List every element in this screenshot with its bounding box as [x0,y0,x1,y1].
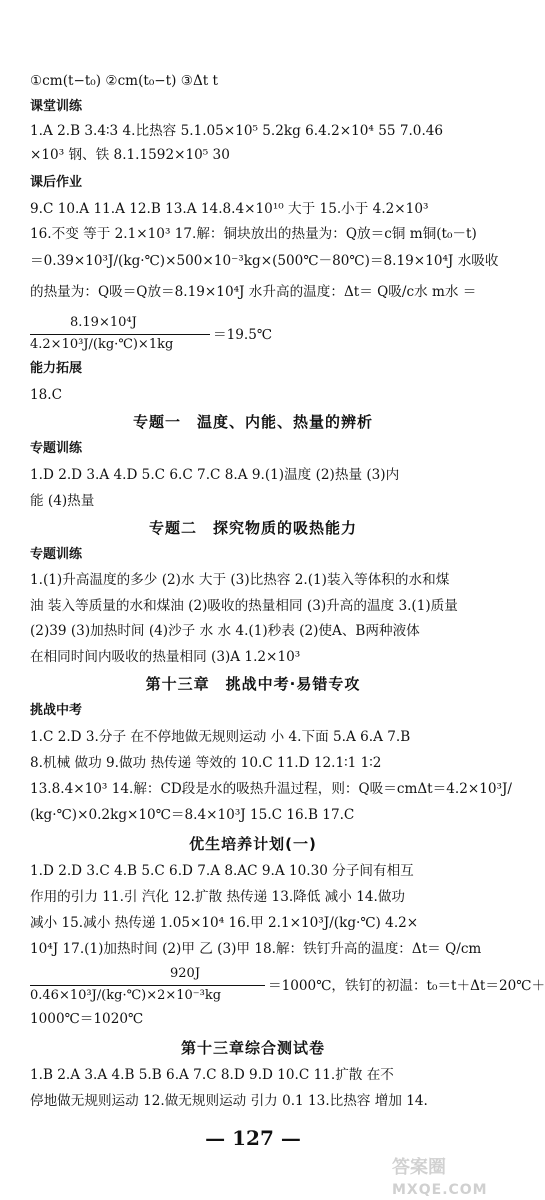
section-heading: 课后作业 [30,175,83,190]
text-line: 作用的引力 11.引 汽化 12.扩散 热传递 13.降低 减小 14.做功 [30,889,406,905]
fraction-denominator: 0.46×10³J/(kg·℃)×2×10⁻³kg [30,988,222,1003]
text-line: 油 装入等质量的水和煤油 (2)吸收的热量相同 (3)升高的温度 3.(1)质量 [30,598,458,614]
text-line: 1.D 2.D 3.A 4.D 5.C 6.C 7.C 8.A 9.(1)温度 (2)热量 (3)内 [30,467,400,483]
text-line: 16.不变 等于 2.1×10³ 17.解：铜块放出的热量为：Q放＝c铜 m铜(t₀－t) [30,226,477,242]
text-line: 1.(1)升高温度的多少 (2)水 大于 (3)比热容 2.(1)装入等体积的水和煤 [30,572,450,588]
text-line: 1.D 2.D 3.C 4.B 5.C 6.D 7.A 8.AC 9.A 10.30 分子间有相互 [30,863,414,879]
text-line: 10⁴J 17.(1)加热时间 (2)甲 乙 (3)甲 18.解：铁钉升高的温度：Δt＝ Q/cm [30,941,482,957]
section-heading: 能力拓展 [30,361,83,376]
fraction-numerator: 8.19×10⁴J [70,315,137,330]
text-line: 减小 15.减小 热传递 1.05×10⁴ 16.甲 2.1×10³J/(kg·℃) 4.2× [30,915,419,931]
fraction-result: ＝1000℃，铁钉的初温：t₀＝t＋Δt＝20℃＋ [268,978,545,994]
fraction-bar [30,985,265,986]
text-line: 1000℃＝1020℃ [30,1011,144,1027]
fraction-formula [30,966,545,1006]
text-line: 13.8.4×10³ 14.解：CD段是水的吸热升温过程，则：Q吸＝cmΔt＝4.2×10³J/ [30,781,513,797]
text-line: 9.C 10.A 11.A 12.B 13.A 14.8.4×10¹⁰ 大于 15.小于 4.2×10³ [30,201,429,217]
text-line: ×10³ 钢、铁 8.1.1592×10⁵ 30 [30,147,230,163]
text-line: ＝0.39×10³J/(kg·℃)×500×10⁻³kg×(500℃－80℃)＝8.19×10⁴J 水吸收 [30,253,499,269]
watermark-logo: 答案圈 [392,1157,446,1178]
fraction-numerator: 920J [170,966,201,981]
text-line: 停地做无规则运动 12.做无规则运动 引力 0.1 13.比热容 增加 14. [30,1093,428,1109]
page-number: — 127 — [205,1126,301,1150]
section-heading: 课堂训练 [30,99,83,114]
fraction-denominator: 4.2×10³J/(kg·℃)×1kg [30,337,174,352]
fraction-formula [30,315,290,355]
section-heading: 专题训练 [30,441,83,456]
chapter-title: 专题一 温度、内能、热量的辨析 [132,413,373,431]
chapter-title: 优生培养计划(一) [189,835,317,853]
text-line: (2)39 (3)加热时间 (4)沙子 水 水 4.(1)秒表 (2)使A、B两种液体 [30,623,420,639]
text-line: ①cm(t−t₀) ②cm(t₀−t) ③Δt t [30,73,219,89]
chapter-title: 第十三章综合测试卷 [180,1039,325,1057]
section-heading: 挑战中考 [30,703,83,718]
text-line: 18.C [30,387,63,403]
text-line: 1.C 2.D 3.分子 在不停地做无规则运动 小 4.下面 5.A 6.A 7.B [30,729,411,745]
text-line: 能 (4)热量 [30,493,95,509]
text-line: 8.机械 做功 9.做功 热传递 等效的 10.C 11.D 12.1∶1 1∶2 [30,755,382,771]
section-heading: 专题训练 [30,547,83,562]
text-line: (kg·℃)×0.2kg×10℃＝8.4×10³J 15.C 16.B 17.C [30,807,355,823]
text-line: 1.B 2.A 3.A 4.B 5.B 6.A 7.C 8.D 9.D 10.C 11.扩散 在不 [30,1067,394,1083]
text-line: 在相同时间内吸收的热量相同 (3)A 1.2×10³ [30,649,301,665]
text-line: 的热量为：Q吸＝Q放＝8.19×10⁴J 水升高的温度：Δt＝ Q吸/c水 m水 ＝ [30,284,477,300]
text-line: 1.A 2.B 3.4∶3 4.比热容 5.1.05×10⁵ 5.2kg 6.4.2×10⁴ 55 7.0.46 [30,123,444,139]
chapter-title: 第十三章 挑战中考·易错专攻 [145,675,361,693]
chapter-title: 专题二 探究物质的吸热能力 [148,519,357,537]
watermark-url: MXQE.COM [392,1182,488,1198]
fraction-bar [30,334,210,335]
fraction-result: ＝19.5℃ [213,327,273,343]
